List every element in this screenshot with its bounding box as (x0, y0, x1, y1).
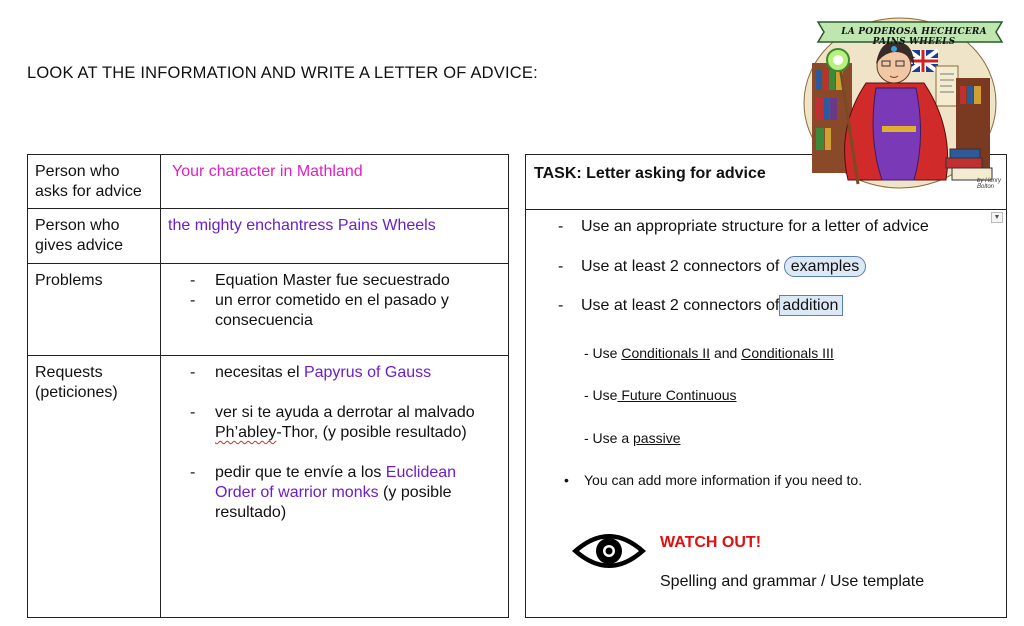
illustration-banner: LA PODEROSA HECHICERA PAINS WHEELS (841, 27, 987, 47)
underlined-term: Conditionals II (621, 345, 711, 361)
watch-out-label: WATCH OUT! (660, 534, 762, 551)
list-item (168, 463, 501, 523)
list-item (168, 363, 501, 383)
task-box: TASK: Letter asking for advice ▼ - Use an appropriate structure for a letter of advice - Use at least 2 connectors of examples - Use at least 2 connectors of addition - Use Conditionals II and Conditionals III - Use Future Continuous - Use a passive • You can add more information if you need to. WATCH OUT! Spelling and grammar / Use template (525, 154, 1007, 618)
giver-value: the mighty enchantress Pains Wheels (168, 217, 436, 234)
row-label-requests: Requests (peticiones) (28, 356, 161, 618)
request-text: -Thor, (y posible resultado) (276, 424, 467, 441)
list-item: - un error cometido en el pasado y consecuencia (168, 291, 501, 331)
sub-text: - Use (584, 387, 618, 403)
dropdown-arrow-icon[interactable]: ▼ (991, 212, 1003, 223)
underlined-term: passive (633, 430, 681, 446)
sub-text: - Use a (584, 430, 634, 446)
row-label-giver: Person who gives advice (28, 209, 161, 264)
table-row (28, 264, 509, 356)
request-text: ver si te ayuda a derrotar al malvado (215, 404, 475, 421)
row-value-requests (161, 356, 509, 618)
sub-requirement (584, 430, 680, 446)
list-item (168, 403, 501, 443)
problems-list (168, 271, 501, 331)
bullet-text: You can add more information if you need to. (584, 472, 863, 488)
table-row (28, 155, 509, 209)
info-table (27, 154, 509, 618)
sub-requirement (584, 387, 737, 403)
underlined-term: Conditionals III (741, 345, 834, 361)
sub-text: and (710, 345, 742, 361)
requirement-text: Use at least 2 connectors of (581, 297, 780, 314)
row-value-giver (161, 209, 509, 264)
sub-text: - Use (584, 345, 622, 361)
row-value-asker (161, 155, 509, 209)
requirement-text: Use an appropriate structure for a letter of advice (581, 218, 929, 235)
bullet-note: • You can add more information if you need to. (564, 472, 863, 488)
spellcheck-word: Ph’abley (215, 424, 277, 441)
request-text: necesitas el (215, 364, 304, 381)
row-label-problems: Problems (28, 264, 161, 356)
instruction-heading: LOOK AT THE INFORMATION AND WRITE A LETTER OF ADVICE: (27, 64, 538, 82)
examples-highlight: examples (784, 256, 866, 277)
request-highlight: Euclidean Order of warrior monks (215, 464, 457, 501)
requests-list (168, 363, 501, 523)
illustration-signature: by Henry Bolton (977, 178, 1002, 190)
asker-value: Your character in Mathland (172, 163, 363, 180)
task-title: TASK: Letter asking for advice (534, 165, 766, 182)
table-row (28, 356, 509, 618)
request-text: pedir que te envíe a los (215, 464, 386, 481)
request-highlight: Papyrus of Gauss (303, 364, 432, 381)
row-label-asker: Person who asks for advice (28, 155, 161, 209)
requirement-text: Use at least 2 connectors of (581, 258, 784, 275)
addition-highlight: addition (779, 295, 843, 316)
eye-icon (570, 529, 648, 573)
request-text: (y posible resultado) (215, 484, 452, 521)
list-item: - Equation Master fue secuestrado (168, 271, 501, 291)
enchantress-illustration (796, 8, 1014, 193)
underlined-term: Future Continuous (617, 387, 737, 403)
sub-requirement (584, 345, 834, 361)
table-row (28, 209, 509, 264)
spelling-note: Spelling and grammar / Use template (660, 573, 925, 590)
row-value-problems (161, 264, 509, 356)
